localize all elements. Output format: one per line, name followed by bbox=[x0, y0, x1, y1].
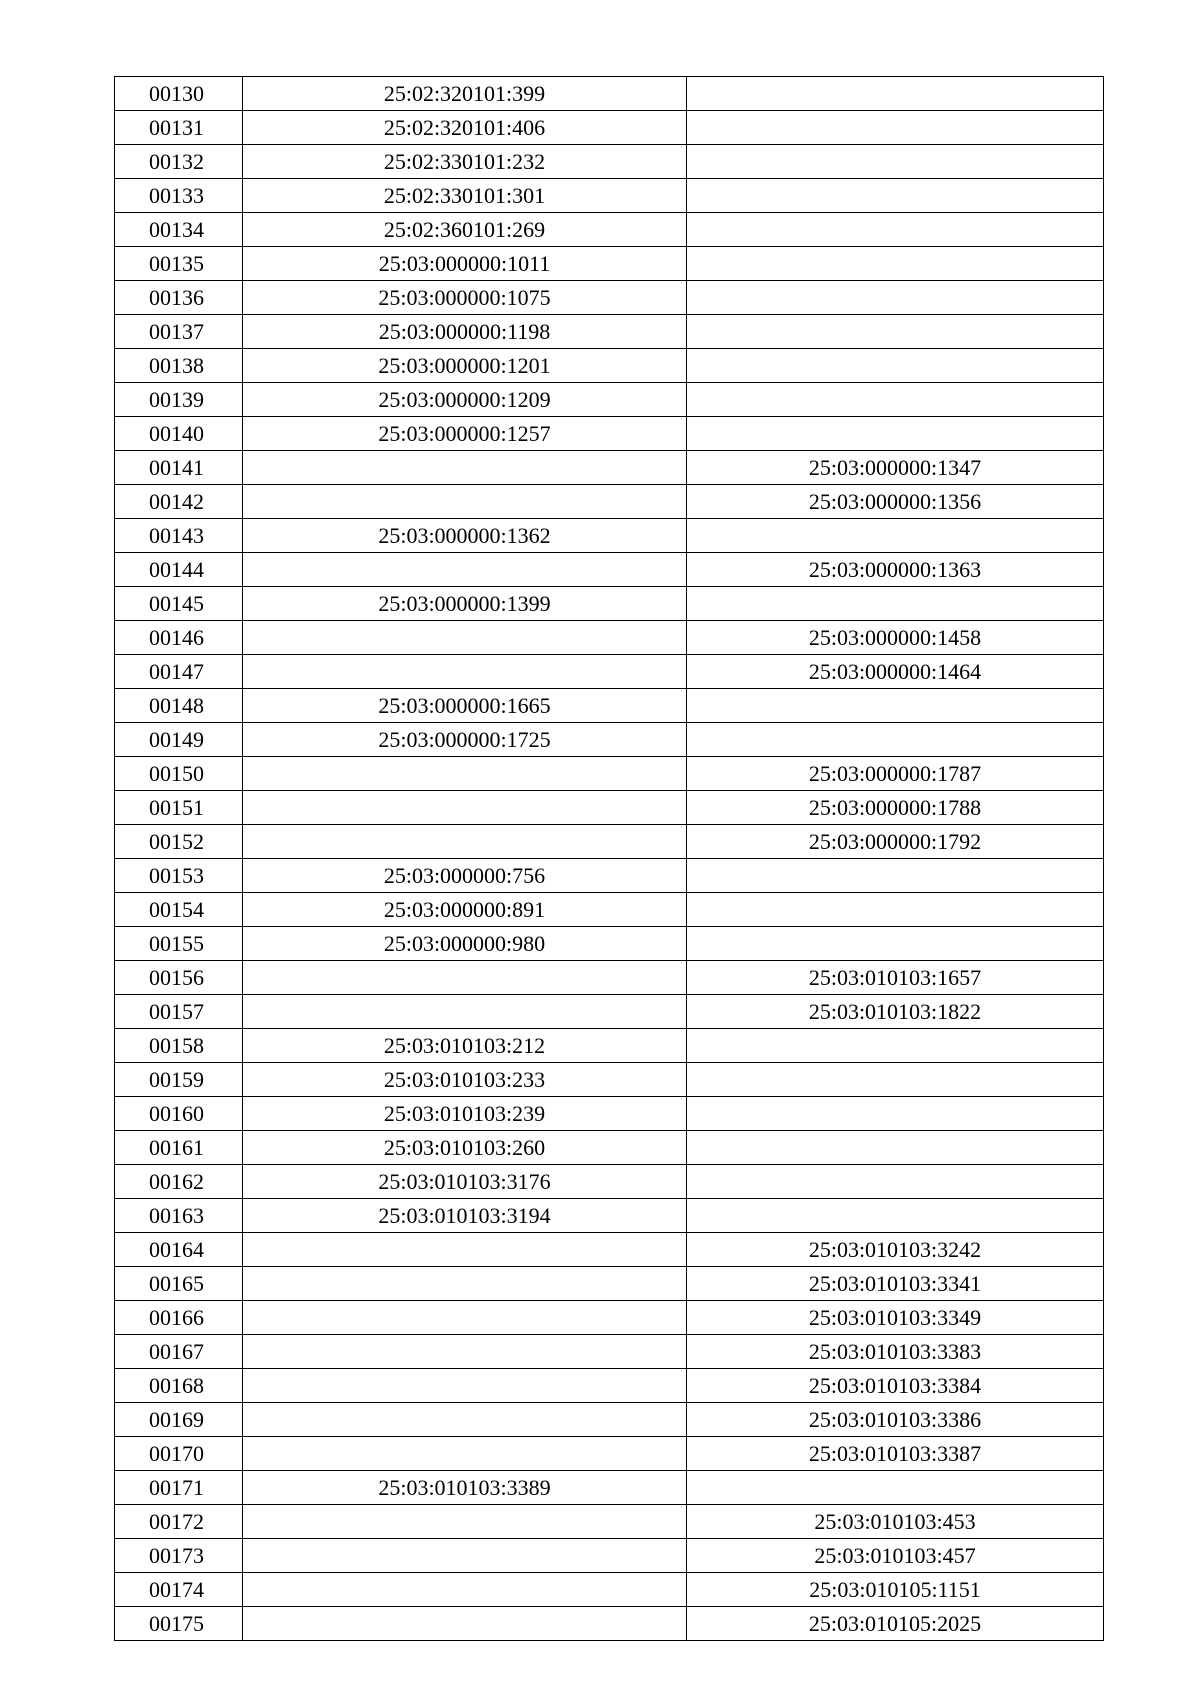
cadastral-number-cell-a bbox=[243, 1233, 687, 1267]
table-row bbox=[115, 1539, 1104, 1573]
table-row bbox=[115, 281, 1104, 315]
cadastral-number-cell-a: 25:02:360101:269 bbox=[243, 213, 687, 247]
cadastral-number-cell-a: 25:02:330101:301 bbox=[243, 179, 687, 213]
row-number-cell: 00170 bbox=[115, 1437, 243, 1471]
cadastral-number-cell-a: 25:02:330101:232 bbox=[243, 145, 687, 179]
cadastral-number-cell-a: 25:03:000000:1665 bbox=[243, 689, 687, 723]
row-number-cell: 00148 bbox=[115, 689, 243, 723]
cadastral-number-cell-b bbox=[687, 1165, 1104, 1199]
table-row bbox=[115, 1369, 1104, 1403]
row-number-cell: 00147 bbox=[115, 655, 243, 689]
table-row bbox=[115, 825, 1104, 859]
table-row bbox=[115, 587, 1104, 621]
cadastral-number-cell-b bbox=[687, 179, 1104, 213]
table-row bbox=[115, 893, 1104, 927]
cadastral-number-cell-a bbox=[243, 1369, 687, 1403]
row-number-cell: 00160 bbox=[115, 1097, 243, 1131]
cadastral-number-cell-b: 25:03:010103:3242 bbox=[687, 1233, 1104, 1267]
cadastral-number-cell-b: 25:03:010105:2025 bbox=[687, 1607, 1104, 1641]
table-row bbox=[115, 1403, 1104, 1437]
cadastral-number-cell-b bbox=[687, 859, 1104, 893]
cadastral-number-cell-b bbox=[687, 1131, 1104, 1165]
table-row bbox=[115, 1267, 1104, 1301]
cadastral-number-cell-a: 25:03:000000:1198 bbox=[243, 315, 687, 349]
cadastral-number-cell-a: 25:03:000000:891 bbox=[243, 893, 687, 927]
cadastral-number-cell-a: 25:03:000000:1011 bbox=[243, 247, 687, 281]
cadastral-number-cell-a bbox=[243, 1267, 687, 1301]
cadastral-number-cell-b: 25:03:010103:453 bbox=[687, 1505, 1104, 1539]
cadastral-number-cell-a bbox=[243, 1301, 687, 1335]
table-row bbox=[115, 1471, 1104, 1505]
row-number-cell: 00161 bbox=[115, 1131, 243, 1165]
table-row bbox=[115, 689, 1104, 723]
table-row bbox=[115, 1063, 1104, 1097]
table-row bbox=[115, 1131, 1104, 1165]
row-number-cell: 00169 bbox=[115, 1403, 243, 1437]
cadastral-number-cell-b bbox=[687, 1097, 1104, 1131]
cadastral-number-cell-a bbox=[243, 995, 687, 1029]
row-number-cell: 00135 bbox=[115, 247, 243, 281]
row-number-cell: 00158 bbox=[115, 1029, 243, 1063]
cadastral-number-table bbox=[114, 76, 1104, 1641]
cadastral-number-cell-a bbox=[243, 961, 687, 995]
cadastral-number-cell-b: 25:03:010103:457 bbox=[687, 1539, 1104, 1573]
table-row bbox=[115, 655, 1104, 689]
row-number-cell: 00146 bbox=[115, 621, 243, 655]
row-number-cell: 00162 bbox=[115, 1165, 243, 1199]
row-number-cell: 00155 bbox=[115, 927, 243, 961]
row-number-cell: 00131 bbox=[115, 111, 243, 145]
cadastral-number-cell-b bbox=[687, 1199, 1104, 1233]
table-row bbox=[115, 247, 1104, 281]
cadastral-number-cell-a bbox=[243, 553, 687, 587]
cadastral-number-cell-a: 25:03:000000:1201 bbox=[243, 349, 687, 383]
row-number-cell: 00156 bbox=[115, 961, 243, 995]
cadastral-number-cell-a bbox=[243, 1335, 687, 1369]
cadastral-number-cell-a: 25:03:000000:1725 bbox=[243, 723, 687, 757]
cadastral-number-cell-a bbox=[243, 485, 687, 519]
row-number-cell: 00149 bbox=[115, 723, 243, 757]
table-row bbox=[115, 621, 1104, 655]
row-number-cell: 00145 bbox=[115, 587, 243, 621]
cadastral-number-cell-b bbox=[687, 417, 1104, 451]
row-number-cell: 00174 bbox=[115, 1573, 243, 1607]
table-row bbox=[115, 145, 1104, 179]
table-row bbox=[115, 859, 1104, 893]
cadastral-number-cell-a bbox=[243, 451, 687, 485]
cadastral-number-cell-a bbox=[243, 825, 687, 859]
row-number-cell: 00152 bbox=[115, 825, 243, 859]
cadastral-number-cell-a bbox=[243, 1403, 687, 1437]
table-row bbox=[115, 417, 1104, 451]
row-number-cell: 00138 bbox=[115, 349, 243, 383]
table-row bbox=[115, 757, 1104, 791]
cadastral-number-cell-a bbox=[243, 1505, 687, 1539]
row-number-cell: 00154 bbox=[115, 893, 243, 927]
row-number-cell: 00166 bbox=[115, 1301, 243, 1335]
table-row bbox=[115, 111, 1104, 145]
cadastral-number-cell-b bbox=[687, 213, 1104, 247]
row-number-cell: 00133 bbox=[115, 179, 243, 213]
cadastral-number-cell-a bbox=[243, 1539, 687, 1573]
cadastral-number-cell-b bbox=[687, 247, 1104, 281]
row-number-cell: 00175 bbox=[115, 1607, 243, 1641]
table-row bbox=[115, 451, 1104, 485]
cadastral-number-cell-b: 25:03:010103:3341 bbox=[687, 1267, 1104, 1301]
cadastral-number-cell-b bbox=[687, 349, 1104, 383]
cadastral-number-cell-b bbox=[687, 1063, 1104, 1097]
cadastral-number-cell-b: 25:03:000000:1464 bbox=[687, 655, 1104, 689]
cadastral-number-cell-b bbox=[687, 111, 1104, 145]
cadastral-number-cell-a bbox=[243, 791, 687, 825]
row-number-cell: 00173 bbox=[115, 1539, 243, 1573]
row-number-cell: 00144 bbox=[115, 553, 243, 587]
cadastral-number-cell-a: 25:03:000000:1399 bbox=[243, 587, 687, 621]
table-row bbox=[115, 1505, 1104, 1539]
row-number-cell: 00167 bbox=[115, 1335, 243, 1369]
cadastral-number-cell-b: 25:03:010103:3384 bbox=[687, 1369, 1104, 1403]
row-number-cell: 00134 bbox=[115, 213, 243, 247]
row-number-cell: 00153 bbox=[115, 859, 243, 893]
table-row bbox=[115, 1233, 1104, 1267]
cadastral-number-cell-a: 25:03:010103:233 bbox=[243, 1063, 687, 1097]
row-number-cell: 00159 bbox=[115, 1063, 243, 1097]
cadastral-number-cell-b bbox=[687, 587, 1104, 621]
table-row bbox=[115, 519, 1104, 553]
table-row bbox=[115, 213, 1104, 247]
table-row bbox=[115, 1165, 1104, 1199]
cadastral-number-cell-a: 25:03:000000:1209 bbox=[243, 383, 687, 417]
cadastral-number-cell-a: 25:03:000000:980 bbox=[243, 927, 687, 961]
table-row bbox=[115, 77, 1104, 111]
table-row bbox=[115, 1335, 1104, 1369]
table-row bbox=[115, 927, 1104, 961]
row-number-cell: 00172 bbox=[115, 1505, 243, 1539]
cadastral-number-cell-b bbox=[687, 519, 1104, 553]
cadastral-number-cell-b: 25:03:000000:1363 bbox=[687, 553, 1104, 587]
cadastral-number-cell-a: 25:03:000000:1257 bbox=[243, 417, 687, 451]
row-number-cell: 00168 bbox=[115, 1369, 243, 1403]
table-row bbox=[115, 383, 1104, 417]
cadastral-number-cell-a: 25:03:010103:3194 bbox=[243, 1199, 687, 1233]
cadastral-number-cell-a: 25:02:320101:406 bbox=[243, 111, 687, 145]
cadastral-number-cell-a: 25:03:000000:1075 bbox=[243, 281, 687, 315]
cadastral-number-cell-a bbox=[243, 757, 687, 791]
row-number-cell: 00171 bbox=[115, 1471, 243, 1505]
row-number-cell: 00130 bbox=[115, 77, 243, 111]
row-number-cell: 00140 bbox=[115, 417, 243, 451]
table-row bbox=[115, 1097, 1104, 1131]
cadastral-number-cell-a bbox=[243, 655, 687, 689]
cadastral-number-cell-a bbox=[243, 1607, 687, 1641]
cadastral-number-cell-b: 25:03:000000:1347 bbox=[687, 451, 1104, 485]
cadastral-number-cell-a: 25:02:320101:399 bbox=[243, 77, 687, 111]
table-row bbox=[115, 485, 1104, 519]
row-number-cell: 00137 bbox=[115, 315, 243, 349]
table-row bbox=[115, 349, 1104, 383]
cadastral-number-cell-b bbox=[687, 927, 1104, 961]
row-number-cell: 00136 bbox=[115, 281, 243, 315]
row-number-cell: 00143 bbox=[115, 519, 243, 553]
row-number-cell: 00151 bbox=[115, 791, 243, 825]
table-row bbox=[115, 1573, 1104, 1607]
table-row bbox=[115, 995, 1104, 1029]
cadastral-number-cell-a: 25:03:010103:260 bbox=[243, 1131, 687, 1165]
table-row bbox=[115, 1029, 1104, 1063]
cadastral-number-cell-b bbox=[687, 281, 1104, 315]
table-body bbox=[115, 77, 1104, 1641]
cadastral-number-cell-a: 25:03:010103:3176 bbox=[243, 1165, 687, 1199]
cadastral-number-cell-b: 25:03:010103:1657 bbox=[687, 961, 1104, 995]
cadastral-number-cell-b bbox=[687, 1029, 1104, 1063]
cadastral-number-cell-a: 25:03:010103:3389 bbox=[243, 1471, 687, 1505]
cadastral-number-cell-b: 25:03:010105:1151 bbox=[687, 1573, 1104, 1607]
row-number-cell: 00164 bbox=[115, 1233, 243, 1267]
cadastral-number-cell-b bbox=[687, 145, 1104, 179]
cadastral-number-cell-b: 25:03:000000:1458 bbox=[687, 621, 1104, 655]
table-row bbox=[115, 1437, 1104, 1471]
table-row bbox=[115, 1607, 1104, 1641]
cadastral-number-cell-b bbox=[687, 1471, 1104, 1505]
cadastral-number-cell-b bbox=[687, 383, 1104, 417]
row-number-cell: 00150 bbox=[115, 757, 243, 791]
table-row bbox=[115, 723, 1104, 757]
cadastral-number-cell-b: 25:03:010103:1822 bbox=[687, 995, 1104, 1029]
row-number-cell: 00139 bbox=[115, 383, 243, 417]
table-row bbox=[115, 179, 1104, 213]
cadastral-number-cell-a bbox=[243, 621, 687, 655]
table-row bbox=[115, 791, 1104, 825]
table-row bbox=[115, 1199, 1104, 1233]
cadastral-number-cell-b: 25:03:000000:1356 bbox=[687, 485, 1104, 519]
cadastral-number-cell-b: 25:03:010103:3383 bbox=[687, 1335, 1104, 1369]
row-number-cell: 00141 bbox=[115, 451, 243, 485]
cadastral-number-cell-b: 25:03:000000:1787 bbox=[687, 757, 1104, 791]
cadastral-number-cell-a bbox=[243, 1437, 687, 1471]
cadastral-number-cell-b: 25:03:010103:3349 bbox=[687, 1301, 1104, 1335]
cadastral-number-cell-b: 25:03:000000:1788 bbox=[687, 791, 1104, 825]
cadastral-number-cell-a: 25:03:010103:212 bbox=[243, 1029, 687, 1063]
table-row bbox=[115, 553, 1104, 587]
cadastral-number-cell-b bbox=[687, 689, 1104, 723]
table-row bbox=[115, 961, 1104, 995]
cadastral-number-cell-a: 25:03:000000:756 bbox=[243, 859, 687, 893]
cadastral-number-cell-a bbox=[243, 1573, 687, 1607]
cadastral-number-cell-b: 25:03:010103:3386 bbox=[687, 1403, 1104, 1437]
cadastral-number-cell-b bbox=[687, 723, 1104, 757]
cadastral-number-cell-b: 25:03:010103:3387 bbox=[687, 1437, 1104, 1471]
cadastral-number-cell-b bbox=[687, 893, 1104, 927]
row-number-cell: 00142 bbox=[115, 485, 243, 519]
cadastral-number-cell-a: 25:03:010103:239 bbox=[243, 1097, 687, 1131]
cadastral-number-cell-b bbox=[687, 77, 1104, 111]
table-row bbox=[115, 315, 1104, 349]
row-number-cell: 00132 bbox=[115, 145, 243, 179]
row-number-cell: 00165 bbox=[115, 1267, 243, 1301]
cadastral-number-cell-b: 25:03:000000:1792 bbox=[687, 825, 1104, 859]
cadastral-number-cell-a: 25:03:000000:1362 bbox=[243, 519, 687, 553]
cadastral-number-cell-b bbox=[687, 315, 1104, 349]
table-row bbox=[115, 1301, 1104, 1335]
row-number-cell: 00157 bbox=[115, 995, 243, 1029]
row-number-cell: 00163 bbox=[115, 1199, 243, 1233]
